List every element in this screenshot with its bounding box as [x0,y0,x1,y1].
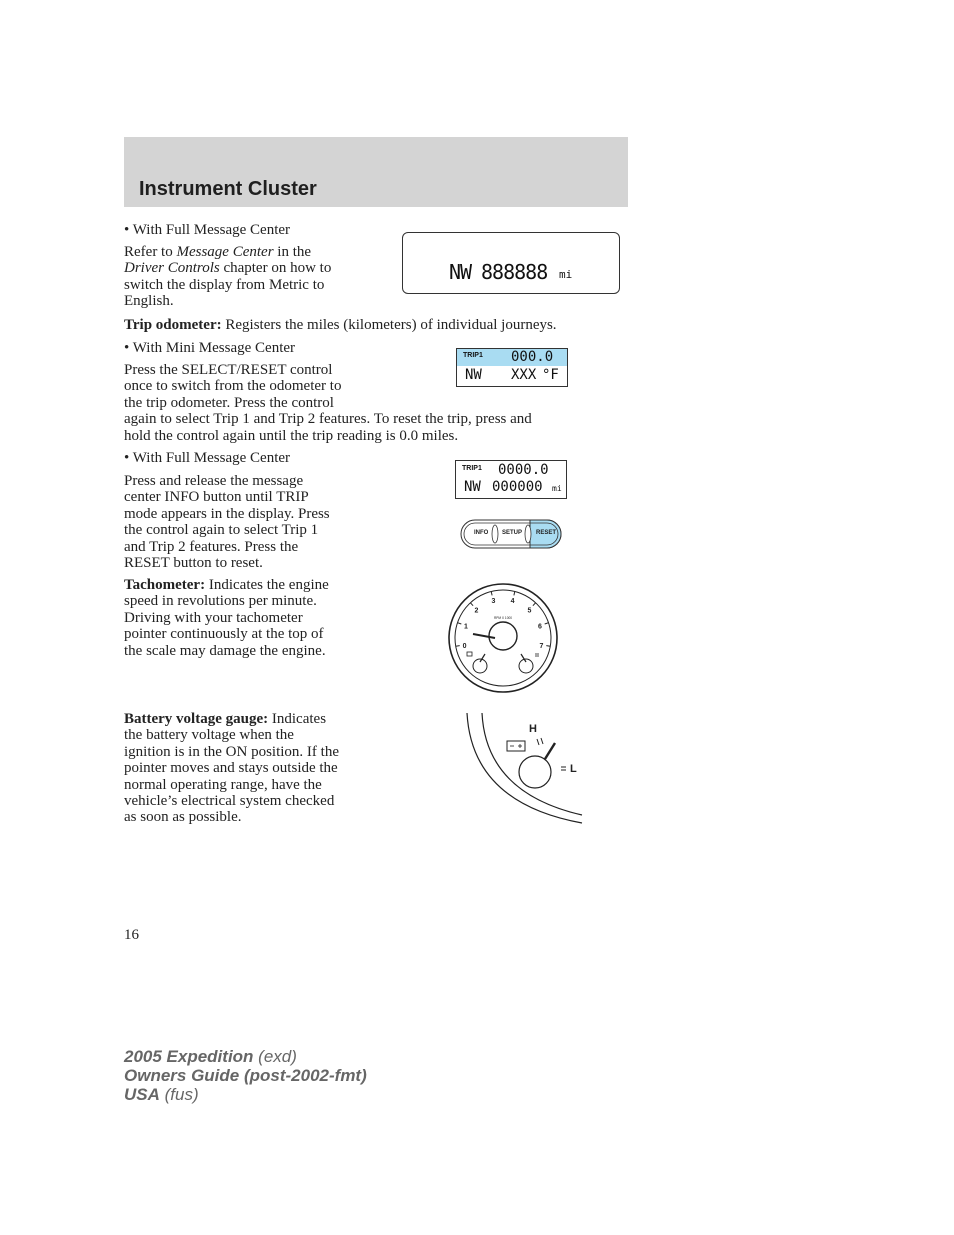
tachometer-dial-icon [447,582,559,694]
paragraph-metric-english: Refer to Message Center in the Driver Controls chapter on how to switch the display from Metric to English. [124,244,332,310]
document-footer: 2005 Expedition (exd) Owners Guide (post-2002-fmt) USA (fus) [124,1047,367,1104]
tachometer-number-1: 1 [464,623,468,631]
trip-readout: 0000.0 [498,462,549,478]
trip-display-mini [456,348,568,387]
tachometer-number-5: 5 [527,607,532,615]
bullet-full-message-center: • With Full Message Center [124,222,291,238]
compass-readout: NW [464,479,481,495]
tachometer-tick [546,646,550,647]
tachometer-gauge [447,582,559,694]
page-number: 16 [124,927,139,943]
tachometer-number-7: 7 [539,642,544,650]
compass-readout: NW [465,367,482,383]
odometer-unit: mi [552,484,562,493]
trip-label: TRIP1 [462,465,482,472]
bullet-full-message-center-2: • With Full Message Center [124,450,291,466]
tachometer-definition: Tachometer: Indicates the engine speed in revolutions per minute. Driving with your tachometer pointer continuously at the top of the scale may damage the engine. [124,577,329,659]
paragraph-mini-trip: Press the SELECT/RESET control once to switch from the odometer to the trip odometer. Press the control again to select Trip 1 and Trip 2 features. To reset the trip, press and hold the control again until the trip reading is 0.0 miles. [124,362,532,444]
gauge-low-marker: L [570,763,577,775]
trip-odometer-definition: Trip odometer: Registers the miles (kilometers) of individual journeys. [124,317,557,333]
trip-readout: 000.0 [511,349,554,365]
odometer-readout: 000000 [492,479,543,495]
trip-display-full [455,460,567,499]
tachometer-number-3: 3 [491,598,496,606]
bullet-mini-message-center: • With Mini Message Center [124,340,296,356]
tachometer-number-2: 2 [474,607,479,615]
tachometer-number-6: 6 [538,623,542,631]
tachometer-number-4: 4 [510,598,515,606]
tachometer-scale-label: RPM X 1000 [493,616,513,620]
odometer-unit: mi [559,268,573,281]
odometer-display-full [402,232,620,294]
setup-button[interactable]: SETUP [502,530,523,536]
paragraph-full-trip: Press and release the message center INFO button until TRIP mode appears in the display. Press the control again to select Trip 1 and Trip 2 features. Press the RESET button to reset. [124,473,330,572]
temperature-unit: °F [542,367,559,383]
odometer-readout: 888888 [481,260,548,284]
tachometer-number-0: 0 [462,642,467,650]
gauge-high-marker: H [529,723,537,735]
trip-label: TRIP1 [463,352,483,359]
battery-gauge-icon [440,711,590,831]
temperature-readout: XXX [511,367,537,383]
battery-gauge-definition: Battery voltage gauge: Indicates the battery voltage when the ignition is in the ON position. If the pointer moves and stays outside the normal operating range, have the vehicle’s electrical system checked as soon as possible. [124,711,339,826]
tachometer-tick [456,646,460,647]
info-button[interactable]: INFO [474,530,489,536]
section-title: Instrument Cluster [139,178,317,200]
compass-readout: NW [449,260,472,284]
reset-button[interactable]: RESET [536,530,557,536]
battery-voltage-gauge [440,711,590,831]
message-center-buttons [460,519,562,549]
